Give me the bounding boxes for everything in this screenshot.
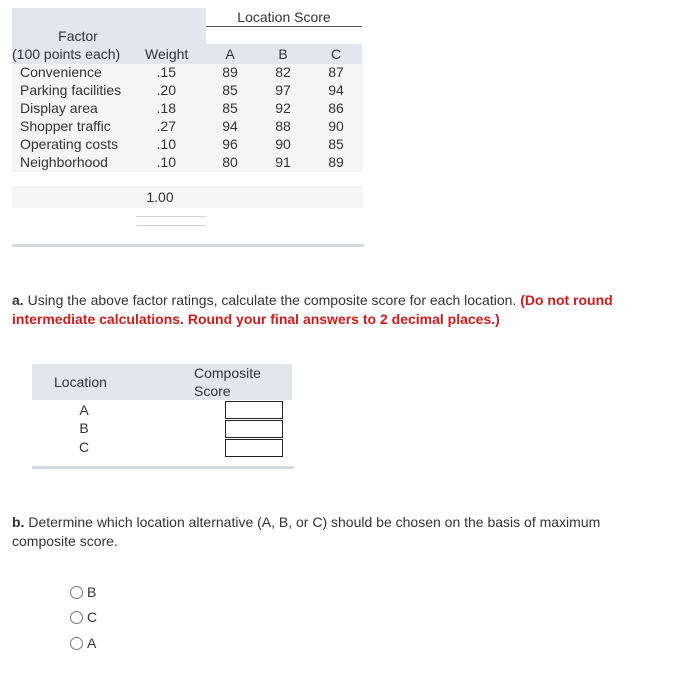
score-a: 85 xyxy=(222,82,238,98)
factor-label: Parking facilities xyxy=(20,82,122,98)
location-label: A xyxy=(79,402,89,418)
composite-score-header-line2: Score xyxy=(194,383,231,399)
location-header-c: C xyxy=(330,46,342,62)
option-label[interactable]: C xyxy=(87,609,98,625)
score-c: 86 xyxy=(328,100,344,116)
score-b: 92 xyxy=(275,100,291,116)
location-score-header: Location Score xyxy=(237,9,331,25)
weight-value: .20 xyxy=(156,82,176,98)
total-row-bg xyxy=(12,186,362,208)
total-underline-2 xyxy=(136,225,206,226)
composite-score-c-input[interactable] xyxy=(225,439,283,457)
weight-value: .18 xyxy=(156,100,176,116)
location-header-b: B xyxy=(278,46,288,62)
score-a: 80 xyxy=(222,154,238,170)
total-weight: 1.00 xyxy=(146,189,174,205)
factor-label: Convenience xyxy=(20,64,102,80)
radio-button[interactable] xyxy=(70,611,83,624)
score-a: 96 xyxy=(222,136,238,152)
option-label[interactable]: A xyxy=(87,635,97,651)
composite-score-b-input[interactable] xyxy=(225,420,283,438)
question-a xyxy=(12,291,637,329)
question-b xyxy=(12,513,642,551)
score-b: 82 xyxy=(275,64,291,80)
score-b: 91 xyxy=(275,154,291,170)
option-label[interactable]: B xyxy=(87,584,97,600)
score-b: 90 xyxy=(275,136,291,152)
factor-label: Display area xyxy=(20,100,98,116)
radio-button[interactable] xyxy=(70,637,83,650)
location-label: B xyxy=(79,420,89,436)
score-c: 87 xyxy=(328,64,344,80)
question-a-instruction: (Do not round intermediate calculations. Round your final answers to 2 decimal places.) xyxy=(12,292,613,327)
question-b-text: Determine which location alternative (A, B, or C) should be chosen on the basis of maximum composite score. xyxy=(12,514,601,549)
composite-score-a-input[interactable] xyxy=(225,401,283,419)
radio-button[interactable] xyxy=(70,586,83,599)
weight-value: .27 xyxy=(156,118,176,134)
score-b: 88 xyxy=(275,118,291,134)
score-c: 94 xyxy=(328,82,344,98)
question-b-prefix: b. xyxy=(12,514,25,530)
factor-header-sub: (100 points each) xyxy=(12,46,121,62)
score-b: 97 xyxy=(275,82,291,98)
location-label: C xyxy=(78,439,90,455)
location-score-underline xyxy=(206,26,362,27)
factor-label: Neighborhood xyxy=(20,154,108,170)
factor-header: Factor xyxy=(58,28,98,44)
score-c: 90 xyxy=(328,118,344,134)
question-a-text: Using the above factor ratings, calculate the composite score for each location. xyxy=(27,292,517,308)
factor-label: Shopper traffic xyxy=(20,118,111,134)
score-a: 94 xyxy=(222,118,238,134)
score-a: 85 xyxy=(222,100,238,116)
weight-value: .10 xyxy=(156,136,176,152)
question-a-prefix: a. xyxy=(12,292,24,308)
total-underline-1 xyxy=(136,216,206,217)
composite-score-header-line1: Composite xyxy=(194,365,261,381)
score-c: 85 xyxy=(328,136,344,152)
weight-header: Weight xyxy=(145,46,189,62)
weight-value: .15 xyxy=(156,64,176,80)
location-column-header: Location xyxy=(54,374,107,390)
weight-value: .10 xyxy=(156,154,176,170)
location-header-a: A xyxy=(225,46,235,62)
score-c: 89 xyxy=(328,154,344,170)
score-a: 89 xyxy=(222,64,238,80)
table-bottom-rule xyxy=(12,244,364,247)
answer-table-bottom-rule xyxy=(32,466,294,469)
factor-label: Operating costs xyxy=(20,136,119,152)
